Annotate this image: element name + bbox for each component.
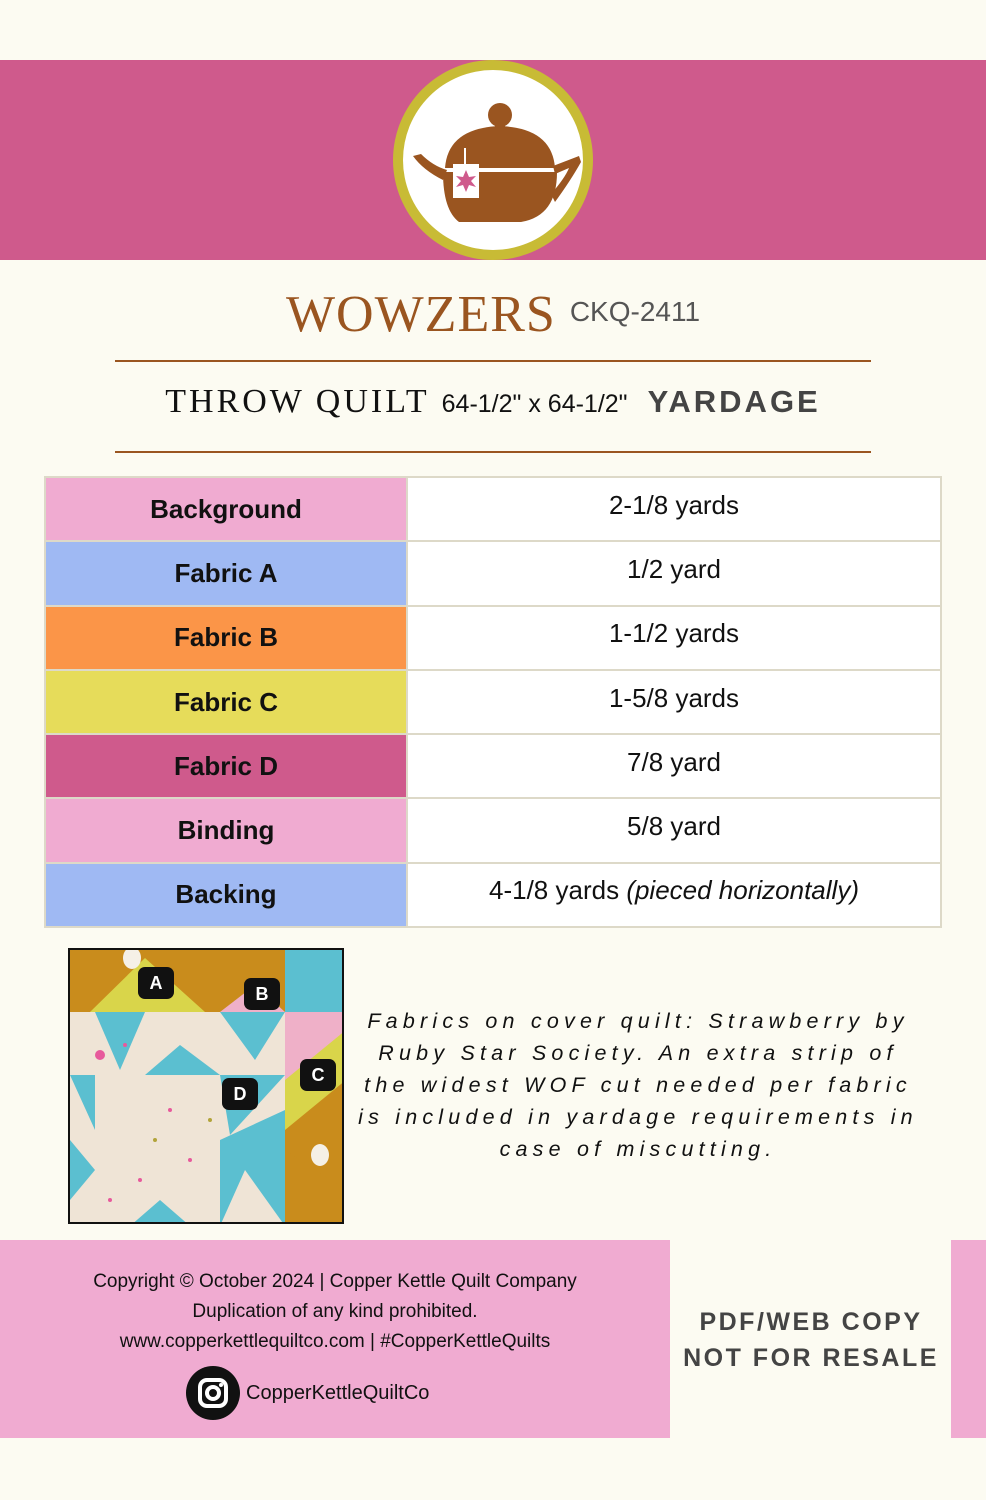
yardage-row [45, 606, 941, 670]
title-row [0, 285, 986, 345]
subtitle-row [0, 383, 986, 431]
yardage-row [45, 734, 941, 798]
resale-notice [672, 1304, 950, 1376]
divider-bottom [115, 451, 871, 453]
yardage-row [45, 863, 941, 927]
duplication-text: Duplication of any kind prohibited. [192, 1301, 478, 1322]
yardage-row [45, 477, 941, 541]
quilt-label-d: D [222, 1078, 258, 1110]
quilt-preview [68, 948, 344, 1224]
amount-text: 5/8 yard [627, 811, 721, 842]
resale-line-2: NOT FOR RESALE [683, 1344, 939, 1372]
amount-text: 1-5/8 yards [608, 682, 740, 713]
quilt-label-a: A [138, 967, 174, 999]
fabric-amount [407, 541, 941, 605]
instagram-handle: CopperKettleQuiltCo [246, 1381, 430, 1404]
fabric-amount [407, 606, 941, 670]
divider-top [115, 360, 871, 362]
fabric-amount [407, 863, 941, 927]
amount-text: 4-1/8 yards [489, 875, 620, 906]
website-link[interactable]: www.copperkettlequiltco.com | #CopperKettleQuilts [119, 1331, 551, 1352]
fabric-label: Fabric D [45, 734, 407, 798]
section-heading: YARDAGE [647, 384, 821, 419]
pattern-title: WOWZERS [285, 286, 556, 343]
yardage-row [45, 798, 941, 862]
fabric-note: Fabrics on cover quilt: Strawberry by Ruby Star Society. An extra strip of the widest WOF cut needed per fabric is included in yardage requirements in case of miscutting. [358, 1009, 918, 1161]
fabric-label: Fabric B [45, 606, 407, 670]
amount-text: 7/8 yard [627, 746, 721, 777]
fabric-amount [407, 670, 941, 734]
logo [393, 60, 593, 260]
copyright-text: Copyright © October 2024 | Copper Kettle Quilt Company [93, 1271, 577, 1292]
amount-note: (pieced horizontally) [626, 875, 859, 906]
yardage-row [45, 670, 941, 734]
quilt-label-c: C [300, 1059, 336, 1091]
teapot-icon [403, 70, 583, 250]
yardage-row [45, 541, 941, 605]
quilt-label-b: B [244, 978, 280, 1010]
quilt-dimensions: 64-1/2" x 64-1/2" [441, 390, 628, 418]
fabric-amount [407, 477, 941, 541]
pattern-code: CKQ-2411 [569, 296, 701, 327]
amount-text: 2-1/8 yards [608, 489, 740, 520]
fabric-label: Fabric A [45, 541, 407, 605]
yardage-table [44, 476, 942, 928]
amount-text: 1-1/2 yards [608, 618, 740, 649]
instagram-icon [186, 1366, 240, 1420]
fabric-label: Binding [45, 798, 407, 862]
fabric-amount [407, 734, 941, 798]
instagram-row[interactable] [186, 1366, 429, 1420]
fabric-label: Backing [45, 863, 407, 927]
amount-text: 1/2 yard [627, 553, 721, 584]
quilt-size-name: THROW QUILT [165, 383, 430, 420]
resale-line-1: PDF/WEB COPY [699, 1308, 923, 1336]
fabric-label: Fabric C [45, 670, 407, 734]
footer-strip [951, 1240, 986, 1438]
fabric-label: Background [45, 477, 407, 541]
fabric-amount [407, 798, 941, 862]
